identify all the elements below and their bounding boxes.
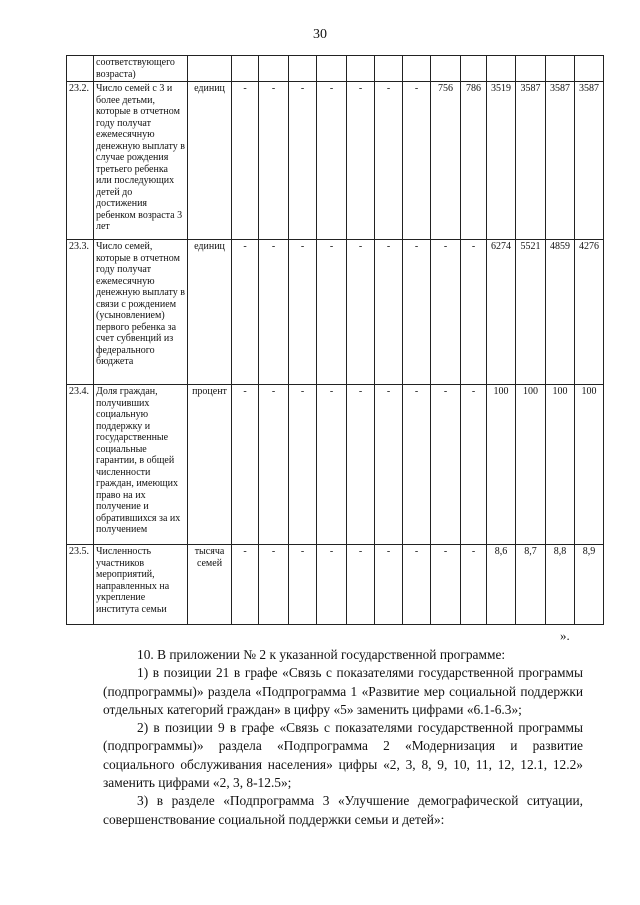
value-cell: 8,7 [516,545,546,625]
value-cell [546,56,575,82]
value-cell: 4859 [546,240,575,385]
value-cell: 100 [546,385,575,545]
value-cell: - [375,385,403,545]
indicator-name: Доля граждан, получивших социальную поддержку и государственные социальные гарантии, в общей численности граждан, имеющих право на их получение и обратившихся за их получением [94,385,188,545]
unit-cell: тысяча семей [188,545,232,625]
value-cell: - [289,545,317,625]
value-cell: - [347,82,375,240]
value-cell: - [461,240,487,385]
value-cell: - [431,240,461,385]
value-cell: - [259,385,289,545]
value-cell: - [317,82,347,240]
value-cell [516,56,546,82]
value-cell: - [259,545,289,625]
table-row [67,56,604,82]
paragraph-item-3: 3) в разделе «Подпрограмма 3 «Улучшение демографической ситуации, совершенствование социальной поддержки семьи и детей»: [103,793,583,827]
value-cell [431,56,461,82]
value-cell: - [431,385,461,545]
value-cell: - [232,385,259,545]
value-cell: - [347,385,375,545]
value-cell [259,56,289,82]
paragraph-10: 10. В приложении № 2 к указанной государственной программе: [137,647,506,662]
value-cell: 756 [431,82,461,240]
value-cell: - [289,82,317,240]
value-cell: - [375,240,403,385]
table-row [67,82,604,240]
paragraph-item-1: 1) в позиции 21 в графе «Связь с показателями государственной программы (подпрограммы)» раздела «Подпрограмма 1 «Развитие мер социальной поддержки отдельных категорий граждан» в цифру «5» заменить цифрами «6.1-6.3»; [103,665,583,717]
row-number: 23.4. [67,385,94,545]
value-cell: - [259,82,289,240]
value-cell: - [259,240,289,385]
indicator-name: Численность участников мероприятий, направленных на укрепление института семьи [94,545,188,625]
value-cell: 8,9 [575,545,604,625]
value-cell: - [461,385,487,545]
value-cell: 8,6 [487,545,516,625]
value-cell: - [232,545,259,625]
value-cell: 4276 [575,240,604,385]
value-cell: 100 [487,385,516,545]
paragraph-item-2: 2) в позиции 9 в графе «Связь с показателями государственной программы (подпрограммы)» раздела «Подпрограмма 2 «Модернизация и развитие социального обслуживания населения» цифры «2, 3, 8, 9, 10, 11, 12, 12.1, 12.2» заменить цифрами «2, 3, 8-12.5»; [103,720,583,791]
table-row [67,240,604,385]
value-cell: - [403,545,431,625]
value-cell [347,56,375,82]
value-cell: - [461,545,487,625]
closing-quote: ». [560,628,570,643]
unit-cell: процент [188,385,232,545]
value-cell [461,56,487,82]
value-cell: - [403,82,431,240]
value-cell: - [375,82,403,240]
indicator-name: соответствующего возраста) [94,56,188,82]
value-cell: - [431,545,461,625]
value-cell: 100 [575,385,604,545]
value-cell [289,56,317,82]
value-cell [487,56,516,82]
value-cell: 5521 [516,240,546,385]
row-number [67,56,94,82]
unit-cell: единиц [188,240,232,385]
value-cell [317,56,347,82]
unit-cell [188,56,232,82]
value-cell: 8,8 [546,545,575,625]
amendment-text [103,646,583,829]
value-cell: - [375,545,403,625]
row-number: 23.5. [67,545,94,625]
indicator-name: Число семей с 3 и более детьми, которые в отчетном году получат ежемесячную денежную выплату в случае рождения третьего ребенка или последующих детей до достижения ребенком возраста 3 лет [94,82,188,240]
row-number: 23.2. [67,82,94,240]
value-cell: - [403,240,431,385]
value-cell: - [403,385,431,545]
value-cell: - [347,545,375,625]
table-row [67,545,604,625]
value-cell: - [347,240,375,385]
value-cell [575,56,604,82]
page-number: 30 [313,27,327,42]
value-cell: 100 [516,385,546,545]
value-cell: - [317,240,347,385]
row-number: 23.3. [67,240,94,385]
value-cell: - [317,385,347,545]
indicators-table [66,55,604,625]
value-cell: 3587 [546,82,575,240]
indicator-name: Число семей, которые в отчетном году получат ежемесячную денежную выплату в связи с рождением (усыновлением) первого ребенка за счет субвенций из федерального бюджета [94,240,188,385]
value-cell: - [232,240,259,385]
value-cell [403,56,431,82]
value-cell [375,56,403,82]
value-cell: 6274 [487,240,516,385]
unit-cell: единиц [188,82,232,240]
value-cell: 3519 [487,82,516,240]
table-row [67,385,604,545]
value-cell: - [317,545,347,625]
value-cell: - [289,385,317,545]
value-cell: - [232,82,259,240]
value-cell: 786 [461,82,487,240]
value-cell [232,56,259,82]
value-cell: 3587 [516,82,546,240]
value-cell: 3587 [575,82,604,240]
value-cell: - [289,240,317,385]
